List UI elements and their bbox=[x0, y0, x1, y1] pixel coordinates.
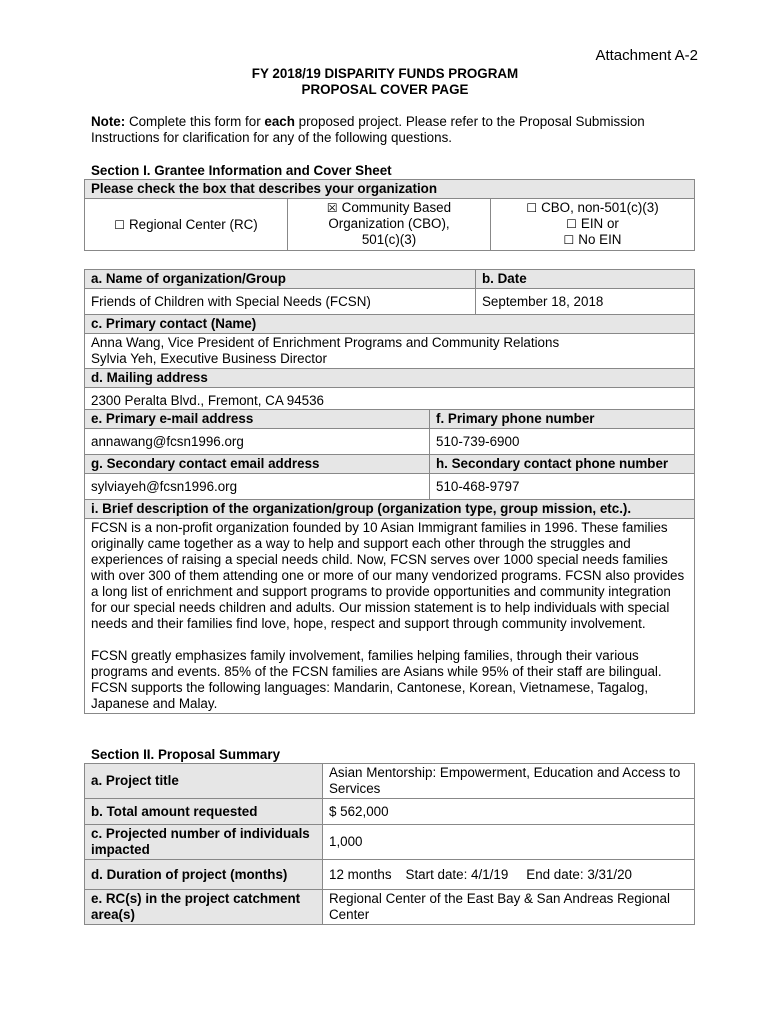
checkbox-checked-icon[interactable]: ☒ bbox=[326, 201, 338, 215]
form-title: FY 2018/19 DISPARITY FUNDS PROGRAM bbox=[251, 66, 519, 81]
project-title-label: a. Project title bbox=[85, 764, 323, 799]
org-description-paragraph-1: FCSN is a non-profit organization founded by 10 Asian Immigrant families in 1996. These families originally came together as a way to help and support each other through the struggles and experiences of raising a special needs child. Now, FCSN serves over 1000 special needs families with over 300 of them attending one or more of our many vendorized programs. FCSN also provides a long list of enrichment and support programs to provide opportunities and community integration for our special needs children and adults. Our mission statement is to help individuals with special needs and their families find love, hope, respect and support through community involvement. bbox=[91, 520, 685, 631]
total-amount-label: b. Total amount requested bbox=[85, 799, 323, 825]
section1-heading: Section I. Grantee Information and Cover Sheet bbox=[91, 163, 392, 178]
total-amount-value: $ 562,000 bbox=[323, 799, 695, 825]
org-type-header: Please check the box that describes your organization bbox=[85, 180, 695, 199]
org-type-table bbox=[84, 179, 695, 251]
primary-contact-line-1: Anna Wang, Vice President of Enrichment Programs and Community Relations bbox=[91, 335, 560, 350]
org-option-rc-label: Regional Center (RC) bbox=[129, 216, 258, 232]
primary-phone-value: 510-739-6900 bbox=[430, 429, 695, 455]
note-label: Note: bbox=[91, 114, 126, 129]
note-text-pre: Complete this form for bbox=[125, 114, 265, 129]
duration-months: 12 months bbox=[329, 866, 392, 882]
org-option-cbo-non-label: CBO, non-501(c)(3) bbox=[541, 200, 659, 215]
primary-contact-line-2: Sylvia Yeh, Executive Business Director bbox=[91, 351, 327, 366]
org-option-cbo-501c3[interactable] bbox=[288, 199, 491, 251]
attachment-label: Attachment A-2 bbox=[595, 47, 698, 64]
org-name-value: Friends of Children with Special Needs (FCSN) bbox=[85, 289, 476, 315]
org-description-value bbox=[85, 519, 695, 714]
primary-email-value: annawang@fcsn1996.org bbox=[85, 429, 430, 455]
project-title-value: Asian Mentorship: Empowerment, Education and Access to Services bbox=[323, 764, 695, 799]
grantee-info-table bbox=[84, 269, 695, 414]
note-text-post: proposed project. Please refer to the Proposal Submission Instructions for clarification for any of the following questions. bbox=[91, 114, 645, 145]
primary-contact-value bbox=[85, 334, 695, 369]
org-option-cbo-label-2: Organization (CBO), bbox=[328, 216, 450, 231]
org-option-cbo-label-1: Community Based bbox=[341, 200, 452, 215]
duration-label: d. Duration of project (months) bbox=[85, 860, 323, 890]
primary-email-label: e. Primary e-mail address bbox=[85, 410, 430, 429]
org-option-rc[interactable] bbox=[85, 199, 288, 251]
secondary-phone-value: 510-468-9797 bbox=[430, 474, 695, 500]
checkbox-unchecked-icon[interactable]: ☐ bbox=[526, 201, 538, 215]
duration-value bbox=[323, 860, 695, 890]
individuals-impacted-label: c. Projected number of individuals impacted bbox=[85, 825, 323, 860]
start-date: Start date: 4/1/19 bbox=[405, 866, 509, 882]
secondary-phone-label: h. Secondary contact phone number bbox=[430, 455, 695, 474]
checkbox-unchecked-icon[interactable]: ☐ bbox=[563, 233, 575, 247]
org-description-paragraph-2: FCSN greatly emphasizes family involvement, families helping families, through their various programs and events. 85% of the FCSN families are Asians while 95% of their staff are bilingual. FCSN supports the following languages: Mandarin, Cantonese, Korean, Vietnamese, Tagalog, Japanese and Malay. bbox=[91, 648, 662, 711]
mailing-address-value: 2300 Peralta Blvd., Fremont, CA 94536 bbox=[85, 388, 695, 414]
org-name-label: a. Name of organization/Group bbox=[85, 270, 476, 289]
org-option-no-ein-label: No EIN bbox=[578, 232, 622, 247]
date-label: b. Date bbox=[476, 270, 695, 289]
primary-contact-label: c. Primary contact (Name) bbox=[85, 315, 695, 334]
form-subtitle: PROPOSAL COVER PAGE bbox=[301, 82, 469, 97]
org-option-ein-label: EIN or bbox=[580, 216, 619, 231]
checkbox-unchecked-icon[interactable]: ☐ bbox=[566, 217, 577, 231]
date-value: September 18, 2018 bbox=[476, 289, 695, 315]
catchment-area-label: e. RC(s) in the project catchment area(s) bbox=[85, 890, 323, 925]
secondary-email-label: g. Secondary contact email address bbox=[85, 455, 430, 474]
org-option-cbo-non501[interactable] bbox=[491, 199, 695, 251]
secondary-email-value: sylviayeh@fcsn1996.org bbox=[85, 474, 430, 500]
org-description-label: i. Brief description of the organization/group (organization type, group mission, etc.). bbox=[85, 500, 695, 519]
proposal-summary-table bbox=[84, 763, 695, 925]
note-emphasis: each bbox=[264, 114, 295, 129]
section2-heading: Section II. Proposal Summary bbox=[91, 747, 281, 762]
contact-table bbox=[84, 409, 695, 714]
primary-phone-label: f. Primary phone number bbox=[430, 410, 695, 429]
individuals-impacted-value: 1,000 bbox=[323, 825, 695, 860]
end-date: End date: 3/31/20 bbox=[526, 866, 632, 882]
note-paragraph bbox=[91, 114, 691, 146]
mailing-address-label: d. Mailing address bbox=[85, 369, 695, 388]
checkbox-unchecked-icon[interactable]: ☐ bbox=[114, 217, 125, 232]
org-option-cbo-label-3: 501(c)(3) bbox=[361, 232, 417, 247]
catchment-area-value: Regional Center of the East Bay & San Andreas Regional Center bbox=[323, 890, 695, 925]
